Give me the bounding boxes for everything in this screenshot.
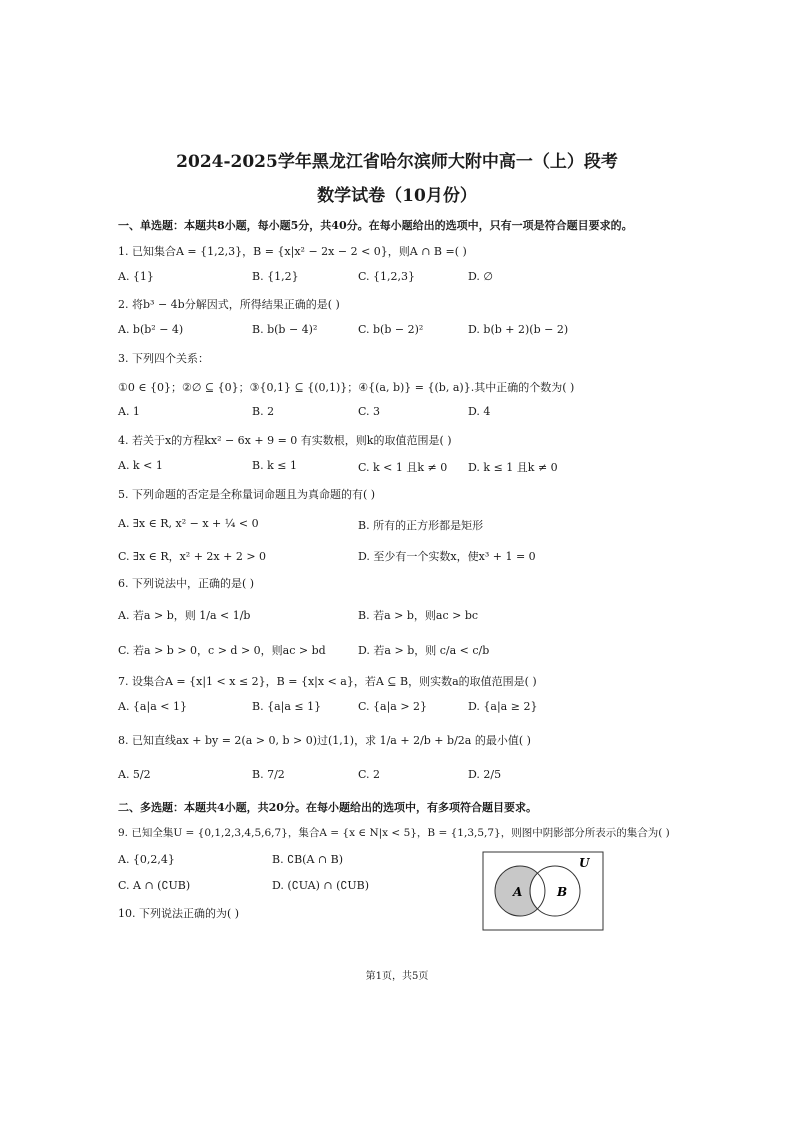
exam-title-line1: 2024-2025学年黑龙江省哈尔滨师大附中高一（上）段考 xyxy=(176,152,618,172)
question-1-option-b: B. {1,2} xyxy=(252,270,299,283)
question-8-option-b: B. 7/2 xyxy=(252,768,285,781)
question-9-option-c: C. A ∩ (∁UB) xyxy=(118,879,191,892)
question-7-option-b: B. {a|a ≤ 1} xyxy=(252,700,322,713)
question-7-option-d: D. {a|a ≥ 2} xyxy=(468,700,538,713)
page-footer: 第1页，共5页 xyxy=(365,971,429,982)
question-10-stem: 10. 下列说法正确的为( ) xyxy=(118,907,240,920)
question-8-option-a: A. 5/2 xyxy=(118,768,151,781)
question-3-option-a: A. 1 xyxy=(118,405,140,418)
question-8-stem: 8. 已知直线ax + by = 2(a > 0, b > 0)过(1,1)，求 1/a + 2/b + b/2a 的最小值( ) xyxy=(118,734,531,747)
label-b: B xyxy=(557,885,568,899)
question-6-option-b: B. 若a > b，则ac > bc xyxy=(358,609,479,622)
question-7-option-a: A. {a|a < 1} xyxy=(118,700,187,713)
question-7-stem: 7. 设集合A = {x|1 < x ≤ 2}，B = {x|x < a}，若A ⊆ B，则实数a的取值范围是( ) xyxy=(118,675,537,688)
question-6-stem: 6. 下列说法中，正确的是( ) xyxy=(118,577,255,590)
question-3-stem: 3. 下列四个关系： xyxy=(118,352,209,365)
question-5-option-a: A. ∃x ∈ R, x² − x + ¼ < 0 xyxy=(118,517,259,530)
question-4-option-b: B. k ≤ 1 xyxy=(252,459,297,472)
question-4-option-c: C. k < 1 且k ≠ 0 xyxy=(358,461,448,474)
question-3-option-c: C. 3 xyxy=(358,405,381,418)
question-3-option-b: B. 2 xyxy=(252,405,275,418)
question-5-option-b: B. 所有的正方形都是矩形 xyxy=(358,519,484,532)
question-9-stem: 9. 已知全集U = {0,1,2,3,4,5,6,7}，集合A = {x ∈ N|x < 5}，B = {1,3,5,7}，则图中阴影部分所表示的集合为( ) xyxy=(118,827,670,839)
question-9-option-b: B. ∁B(A ∩ B) xyxy=(272,853,343,866)
question-5-option-c: C. ∃x ∈ R，x² + 2x + 2 > 0 xyxy=(118,550,267,563)
question-1-option-a: A. {1} xyxy=(118,270,154,283)
question-8-option-d: D. 2/5 xyxy=(468,768,502,781)
question-2-option-d: D. b(b + 2)(b − 2) xyxy=(468,323,569,336)
question-6-option-a: A. 若a > b，则 1/a < 1/b xyxy=(118,609,251,622)
question-2-option-c: C. b(b − 2)² xyxy=(358,323,424,336)
question-1-option-c: C. {1,2,3} xyxy=(358,270,416,283)
question-2-stem: 2. 将b³ − 4b分解因式，所得结果正确的是( ) xyxy=(118,298,340,311)
section-header-single-choice: 一、单选题：本题共8小题，每小题5分，共40分。在每小题给出的选项中，只有一项是符合题目要求的。 xyxy=(118,219,633,232)
question-6-option-d: D. 若a > b，则 c/a < c/b xyxy=(358,644,490,657)
question-3-relations: ①0 ∈ {0}；②∅ ⊆ {0}；③{0,1} ⊆ {(0,1)}；④{(a, b)} = {(b, a)}.其中正确的个数为( ) xyxy=(118,381,575,394)
question-9-option-d: D. (∁UA) ∩ (∁UB) xyxy=(272,879,370,892)
question-8-option-c: C. 2 xyxy=(358,768,381,781)
question-7-option-c: C. {a|a > 2} xyxy=(358,700,428,713)
label-a: A xyxy=(513,885,523,899)
question-1-option-d: D. ∅ xyxy=(468,270,494,283)
question-5-stem: 5. 下列命题的否定是全称量词命题且为真命题的有( ) xyxy=(118,488,376,501)
question-4-option-d: D. k ≤ 1 且k ≠ 0 xyxy=(468,461,558,474)
question-5-option-d: D. 至少有一个实数x，使x³ + 1 = 0 xyxy=(358,550,536,563)
question-4-option-a: A. k < 1 xyxy=(118,459,163,472)
question-3-option-d: D. 4 xyxy=(468,405,491,418)
label-u: U xyxy=(579,856,590,870)
venn-diagram xyxy=(482,851,604,931)
question-9-option-a: A. {0,2,4} xyxy=(118,853,175,866)
question-6-option-c: C. 若a > b > 0，c > d > 0，则ac > bd xyxy=(118,644,326,657)
question-4-stem: 4. 若关于x的方程kx² − 6x + 9 = 0 有实数根，则k的取值范围是( ) xyxy=(118,434,452,447)
question-2-option-b: B. b(b − 4)² xyxy=(252,323,318,336)
section-header-multiple-choice: 二、多选题：本题共4小题，共20分。在每小题给出的选项中，有多项符合题目要求。 xyxy=(118,801,537,814)
question-1-stem: 1. 已知集合A = {1,2,3}，B = {x|x² − 2x − 2 < 0}，则A ∩ B =( ) xyxy=(118,245,467,258)
exam-title-line2: 数学试卷（10月份） xyxy=(317,186,477,206)
question-2-option-a: A. b(b² − 4) xyxy=(118,323,184,336)
